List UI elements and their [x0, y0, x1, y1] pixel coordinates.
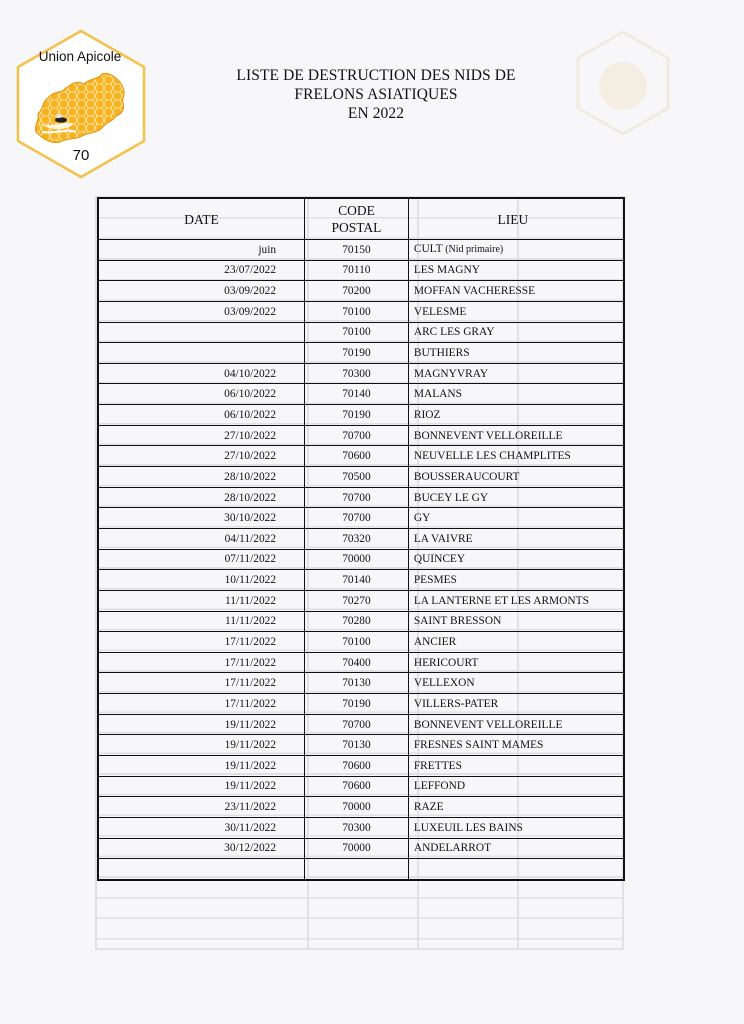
- cell-lieu: [408, 446, 624, 467]
- cell-date: 07/11/2022: [98, 549, 305, 570]
- cell-lieu: [408, 673, 624, 694]
- cell-lieu-name: MOFFAN VACHERESSE: [413, 285, 536, 298]
- table-row: [98, 797, 624, 818]
- cell-code-postal: 70190: [305, 694, 409, 715]
- cell-code-postal: 70110: [305, 260, 409, 281]
- cell-code-postal: 70100: [305, 301, 409, 322]
- table-row: [98, 343, 624, 364]
- table-row: [98, 260, 624, 281]
- cell-lieu-name: GY: [413, 512, 431, 525]
- header-code-postal-line-2: POSTAL: [331, 220, 382, 235]
- cell-lieu: [408, 405, 624, 426]
- cell-code-postal: 70140: [305, 384, 409, 405]
- cell-code-postal: 70600: [305, 776, 409, 797]
- header-date: DATE: [98, 198, 305, 240]
- cell-lieu-name: BONNEVENT VELLOREILLE: [413, 718, 563, 731]
- table-row: [98, 487, 624, 508]
- cell-code-postal: 70300: [305, 363, 409, 384]
- cell-lieu: [408, 590, 624, 611]
- cell-lieu: [408, 611, 624, 632]
- cell-code-postal: 70700: [305, 508, 409, 529]
- cell-date: 03/09/2022: [98, 301, 305, 322]
- cell-date: 11/11/2022: [98, 590, 305, 611]
- cell-lieu: [408, 281, 624, 302]
- cell-date: 17/11/2022: [98, 694, 305, 715]
- cell-lieu-name: FRETTES: [413, 759, 462, 772]
- cell-lieu: [408, 425, 624, 446]
- table-row: [98, 384, 624, 405]
- title-line-3: EN 2022: [347, 105, 405, 122]
- page-title: [236, 66, 516, 123]
- nest-destruction-table: [97, 197, 625, 881]
- table-row: [98, 590, 624, 611]
- cell-code-postal: 70600: [305, 756, 409, 777]
- cell-date: 19/11/2022: [98, 756, 305, 777]
- cell-code-postal: 70000: [305, 838, 409, 859]
- table-row: [98, 756, 624, 777]
- cell-lieu: [408, 260, 624, 281]
- title-line-1: LISTE DE DESTRUCTION DES NIDS DE: [236, 67, 516, 84]
- cell-lieu: [408, 363, 624, 384]
- cell-lieu-name: VELESME: [413, 305, 467, 318]
- table-row: [98, 281, 624, 302]
- cell-lieu: [408, 549, 624, 570]
- table-row: [98, 425, 624, 446]
- cell-date: 06/10/2022: [98, 405, 305, 426]
- cell-code-postal: 70000: [305, 549, 409, 570]
- cell-lieu: [408, 776, 624, 797]
- cell-lieu-name: MAGNYVRAY: [413, 367, 489, 380]
- cell-lieu-name: ARC LES GRAY: [413, 326, 495, 339]
- cell-lieu: [408, 570, 624, 591]
- cell-lieu-name: BOUSSERAUCOURT: [413, 470, 520, 483]
- table-row: [98, 735, 624, 756]
- table-row: [98, 694, 624, 715]
- table-row: [98, 714, 624, 735]
- cell-lieu: [408, 384, 624, 405]
- cell-code-postal: 70000: [305, 797, 409, 818]
- cell-date: [98, 343, 305, 364]
- cell-date: 27/10/2022: [98, 446, 305, 467]
- cell-date: 19/11/2022: [98, 776, 305, 797]
- cell-code-postal: 70300: [305, 817, 409, 838]
- cell-lieu-name: LA VAIVRE: [413, 532, 473, 545]
- cell-code-postal: 70700: [305, 714, 409, 735]
- table-row: [98, 652, 624, 673]
- cell-lieu: [408, 859, 624, 880]
- cell-code-postal: 70190: [305, 405, 409, 426]
- cell-date: 10/11/2022: [98, 570, 305, 591]
- cell-date: 30/11/2022: [98, 817, 305, 838]
- ghost-logo-icon: [568, 28, 678, 138]
- cell-lieu-name: QUINCEY: [413, 553, 466, 566]
- table-row: [98, 570, 624, 591]
- cell-date: juin: [98, 240, 305, 261]
- logo-number: 70: [72, 147, 90, 164]
- header-code-postal: [305, 198, 409, 240]
- cell-date: 04/10/2022: [98, 363, 305, 384]
- cell-lieu: [408, 756, 624, 777]
- cell-code-postal: 70700: [305, 487, 409, 508]
- cell-code-postal: 70100: [305, 632, 409, 653]
- cell-code-postal: 70100: [305, 322, 409, 343]
- cell-lieu-note: (Nid primaire): [445, 244, 504, 256]
- header-lieu: LIEU: [408, 198, 624, 240]
- cell-lieu: [408, 343, 624, 364]
- cell-date: 17/11/2022: [98, 632, 305, 653]
- logo-top-text: Union Apicole: [38, 49, 122, 64]
- cell-date: 06/10/2022: [98, 384, 305, 405]
- cell-lieu-name: SAINT BRESSON: [413, 615, 502, 628]
- cell-lieu-name: NEUVELLE LES CHAMPLITES: [413, 450, 571, 463]
- cell-lieu: [408, 301, 624, 322]
- cell-lieu-name: LES MAGNY: [413, 264, 480, 277]
- table-row: [98, 528, 624, 549]
- cell-code-postal: 70500: [305, 467, 409, 488]
- cell-lieu-name: BONNEVENT VELLOREILLE: [413, 429, 563, 442]
- cell-code-postal: 70270: [305, 590, 409, 611]
- cell-lieu-name: LEFFOND: [413, 780, 466, 793]
- table-row: [98, 446, 624, 467]
- table-row: [98, 405, 624, 426]
- cell-date: 28/10/2022: [98, 487, 305, 508]
- cell-date: 19/11/2022: [98, 735, 305, 756]
- cell-code-postal: 70280: [305, 611, 409, 632]
- cell-lieu-name: PESMES: [413, 574, 457, 587]
- cell-date: 17/11/2022: [98, 673, 305, 694]
- header-code-postal-line-1: CODE: [338, 203, 375, 218]
- table-row: [98, 838, 624, 859]
- cell-date: 23/11/2022: [98, 797, 305, 818]
- cell-lieu-name: BUCEY LE GY: [413, 491, 489, 504]
- cell-code-postal: [305, 859, 409, 880]
- cell-lieu-name: ANCIER: [413, 635, 457, 648]
- cell-lieu-name: MALANS: [413, 388, 462, 401]
- cell-lieu: [408, 240, 624, 261]
- cell-code-postal: 70600: [305, 446, 409, 467]
- table-row: [98, 301, 624, 322]
- table-row: [98, 776, 624, 797]
- cell-date: [98, 859, 305, 880]
- table-row: [98, 508, 624, 529]
- cell-code-postal: 70140: [305, 570, 409, 591]
- cell-lieu-name: BUTHIERS: [413, 347, 470, 360]
- cell-code-postal: 70130: [305, 673, 409, 694]
- cell-date: 19/11/2022: [98, 714, 305, 735]
- cell-lieu: [408, 735, 624, 756]
- cell-lieu: [408, 652, 624, 673]
- cell-lieu: [408, 838, 624, 859]
- table-row: [98, 549, 624, 570]
- title-line-2: FRELONS ASIATIQUES: [294, 86, 458, 103]
- cell-lieu: [408, 694, 624, 715]
- cell-lieu: [408, 487, 624, 508]
- cell-code-postal: 70400: [305, 652, 409, 673]
- cell-code-postal: 70130: [305, 735, 409, 756]
- table-row: [98, 673, 624, 694]
- cell-code-postal: 70200: [305, 281, 409, 302]
- cell-lieu-name: ANDELARROT: [413, 842, 492, 855]
- cell-date: 04/11/2022: [98, 528, 305, 549]
- cell-date: 28/10/2022: [98, 467, 305, 488]
- cell-code-postal: 70150: [305, 240, 409, 261]
- cell-date: 23/07/2022: [98, 260, 305, 281]
- cell-lieu: [408, 714, 624, 735]
- cell-lieu-name: VELLEXON: [413, 677, 475, 690]
- table-row: [98, 859, 624, 880]
- cell-lieu: [408, 528, 624, 549]
- cell-code-postal: 70190: [305, 343, 409, 364]
- cell-lieu: [408, 467, 624, 488]
- table-row: [98, 817, 624, 838]
- union-apicole-logo: [14, 28, 148, 180]
- cell-lieu: [408, 508, 624, 529]
- table-row: [98, 467, 624, 488]
- cell-lieu-name: LA LANTERNE ET LES ARMONTS: [413, 594, 589, 607]
- cell-lieu-name: VILLERS-PATER: [413, 697, 499, 710]
- cell-lieu: [408, 632, 624, 653]
- cell-date: 11/11/2022: [98, 611, 305, 632]
- cell-date: 03/09/2022: [98, 281, 305, 302]
- cell-lieu-name: LUXEUIL LES BAINS: [413, 821, 523, 834]
- cell-date: 17/11/2022: [98, 652, 305, 673]
- cell-code-postal: 70700: [305, 425, 409, 446]
- cell-lieu: [408, 817, 624, 838]
- table-row: [98, 632, 624, 653]
- table-row: [98, 322, 624, 343]
- cell-date: 30/12/2022: [98, 838, 305, 859]
- table-header-row: [98, 198, 624, 240]
- cell-lieu: [408, 322, 624, 343]
- cell-code-postal: 70320: [305, 528, 409, 549]
- cell-lieu: [408, 797, 624, 818]
- cell-lieu-name: FRESNES SAINT MAMES: [413, 739, 544, 752]
- cell-date: 27/10/2022: [98, 425, 305, 446]
- cell-lieu-name: CULT: [413, 243, 443, 256]
- table-row: [98, 240, 624, 261]
- cell-lieu-name: RIOZ: [413, 408, 441, 421]
- cell-lieu-name: RAZE: [413, 801, 444, 814]
- table-row: [98, 611, 624, 632]
- cell-lieu-name: HERICOURT: [413, 656, 479, 669]
- table-row: [98, 363, 624, 384]
- cell-date: 30/10/2022: [98, 508, 305, 529]
- cell-date: [98, 322, 305, 343]
